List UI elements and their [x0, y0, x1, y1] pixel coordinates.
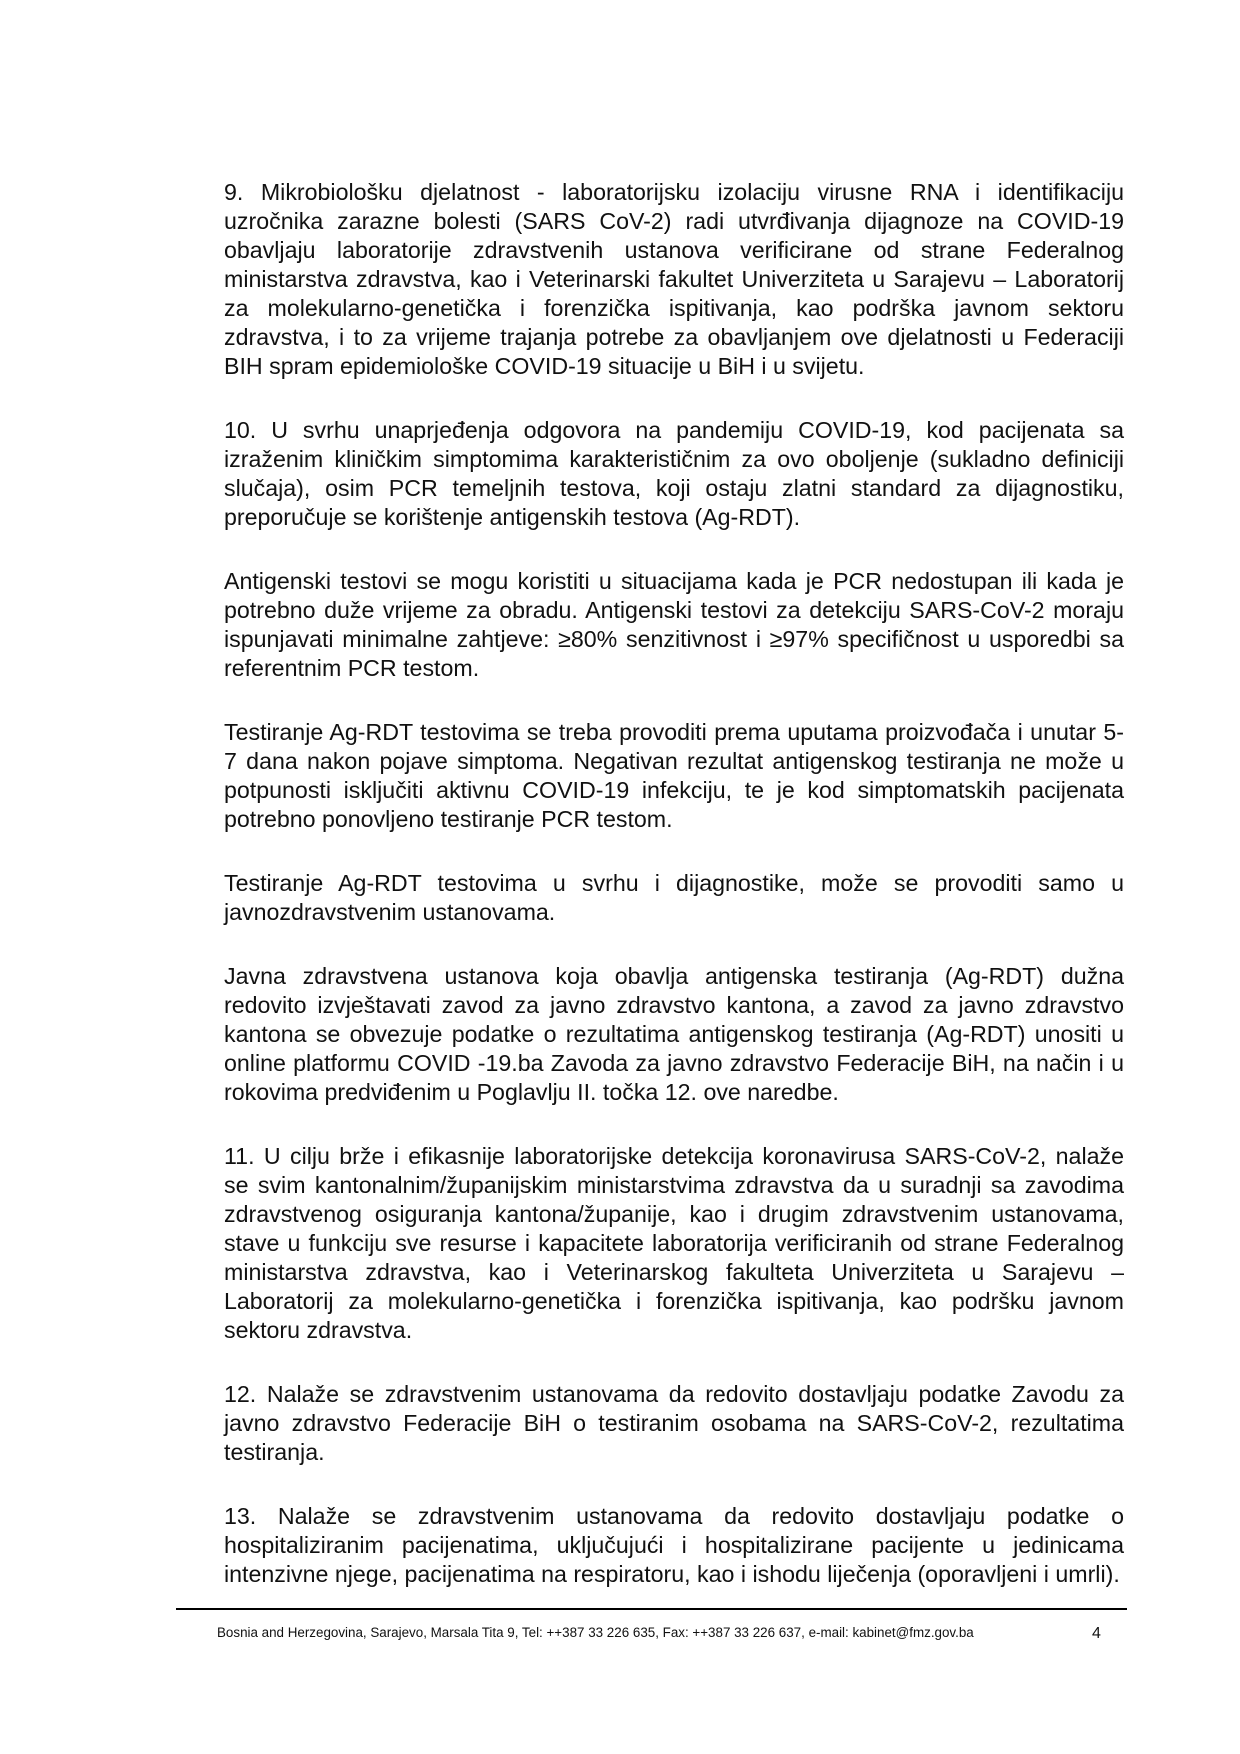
paragraph-item-13: 13. Nalaže se zdravstvenim ustanovama da redovito dostavljaju podatke o hospitaliziranim pacijenatima, uključujući i hospitalizirane pacijente u jedinicama intenzivne njege, pacijenatima na respiratoru, kao i ishodu liječenja (oporavljeni i umrli).	[224, 1503, 1124, 1587]
page-number: 4	[1092, 1625, 1101, 1642]
footer-contact: Bosnia and Herzegovina, Sarajevo, Marsala Tita 9, Tel: ++387 33 226 635, Fax: ++387 33 226 637, e-mail: kabinet@fmz.gov.ba	[217, 1625, 974, 1640]
paragraph-item-12: 12. Nalaže se zdravstvenim ustanovama da redovito dostavljaju podatke Zavodu za javno zdravstvo Federacije BiH o testiranim osobama na SARS-CoV-2, rezultatima testiranja.	[224, 1381, 1124, 1465]
document-body	[224, 178, 1124, 1589]
paragraph-ag-rdt-testing: Testiranje Ag-RDT testovima se treba provoditi prema uputama proizvođača i unutar 5-7 dana nakon pojave simptoma. Negativan rezultat antigenskog testiranja ne može u potpunosti isključiti aktivnu COVID-19 infekciju, te je kod simptomatskih pacijenata potrebno ponovljeno testiranje PCR testom.	[224, 719, 1124, 832]
paragraph-item-9: 9. Mikrobiološku djelatnost - laboratorijsku izolaciju virusne RNA i identifikaciju uzročnika zarazne bolesti (SARS CoV-2) radi utvrđivanja dijagnoze na COVID-19 obavljaju laboratorije zdravstvenih ustanova verificirane od strane Federalnog ministarstva zdravstva, kao i Veterinarski fakultet Univerziteta u Sarajevu – Laboratorij za molekularno-genetička i forenzička ispitivanja, kao podrška javnom sektoru zdravstva, i to za vrijeme trajanja potrebe za obavljanjem ove djelatnosti u Federaciji BIH spram epidemiološke COVID-19 situacije u BiH i u svijetu.	[224, 179, 1124, 379]
paragraph-item-10: 10. U svrhu unaprjeđenja odgovora na pandemiju COVID-19, kod pacijenata sa izraženim kliničkim simptomima karakterističnim za ovo oboljenje (sukladno definiciji slučaja), osim PCR temeljnih testova, koji ostaju zlatni standard za dijagnostiku, preporučuje se korištenje antigenskih testova (Ag-RDT).	[224, 417, 1124, 530]
paragraph-antigen-tests: Antigenski testovi se mogu koristiti u situacijama kada je PCR nedostupan ili kada je potrebno duže vrijeme za obradu. Antigenski testovi za detekciju SARS-CoV-2 moraju ispunjavati minimalne zahtjeve: ≥80% senzitivnost i ≥97% specifičnost u usporedbi sa referentnim PCR testom.	[224, 568, 1124, 681]
paragraph-ag-rdt-institutions: Testiranje Ag-RDT testovima u svrhu i dijagnostike, može se provoditi samo u javnozdravstvenim ustanovama.	[224, 870, 1124, 925]
footer-divider	[176, 1608, 1127, 1610]
paragraph-item-11: 11. U cilju brže i efikasnije laboratorijske detekcija koronavirusa SARS-CoV-2, nalaže se svim kantonalnim/županijskim ministarstvima zdravstva da u suradnji sa zavodima zdravstvenog osiguranja kantona/županije, kao i drugim zdravstvenim ustanovama, stave u funkciju sve resurse i kapacitete laboratorija verificiranih od strane Federalnog ministarstva zdravstva, kao i Veterinarskog fakulteta Univerziteta u Sarajevu – Laboratorij za molekularno-genetička i forenzička ispitivanja, kao podršku javnom sektoru zdravstva.	[224, 1143, 1124, 1343]
paragraph-reporting: Javna zdravstvena ustanova koja obavlja antigenska testiranja (Ag-RDT) dužna redovito izvještavati zavod za javno zdravstvo kantona, a zavod za javno zdravstvo kantona se obvezuje podatke o rezultatima antigenskog testiranja (Ag-RDT) unositi u online platformu COVID -19.ba Zavoda za javno zdravstvo Federacije BiH, na način i u rokovima predviđenim u Poglavlju II. točka 12. ove naredbe.	[224, 963, 1124, 1105]
